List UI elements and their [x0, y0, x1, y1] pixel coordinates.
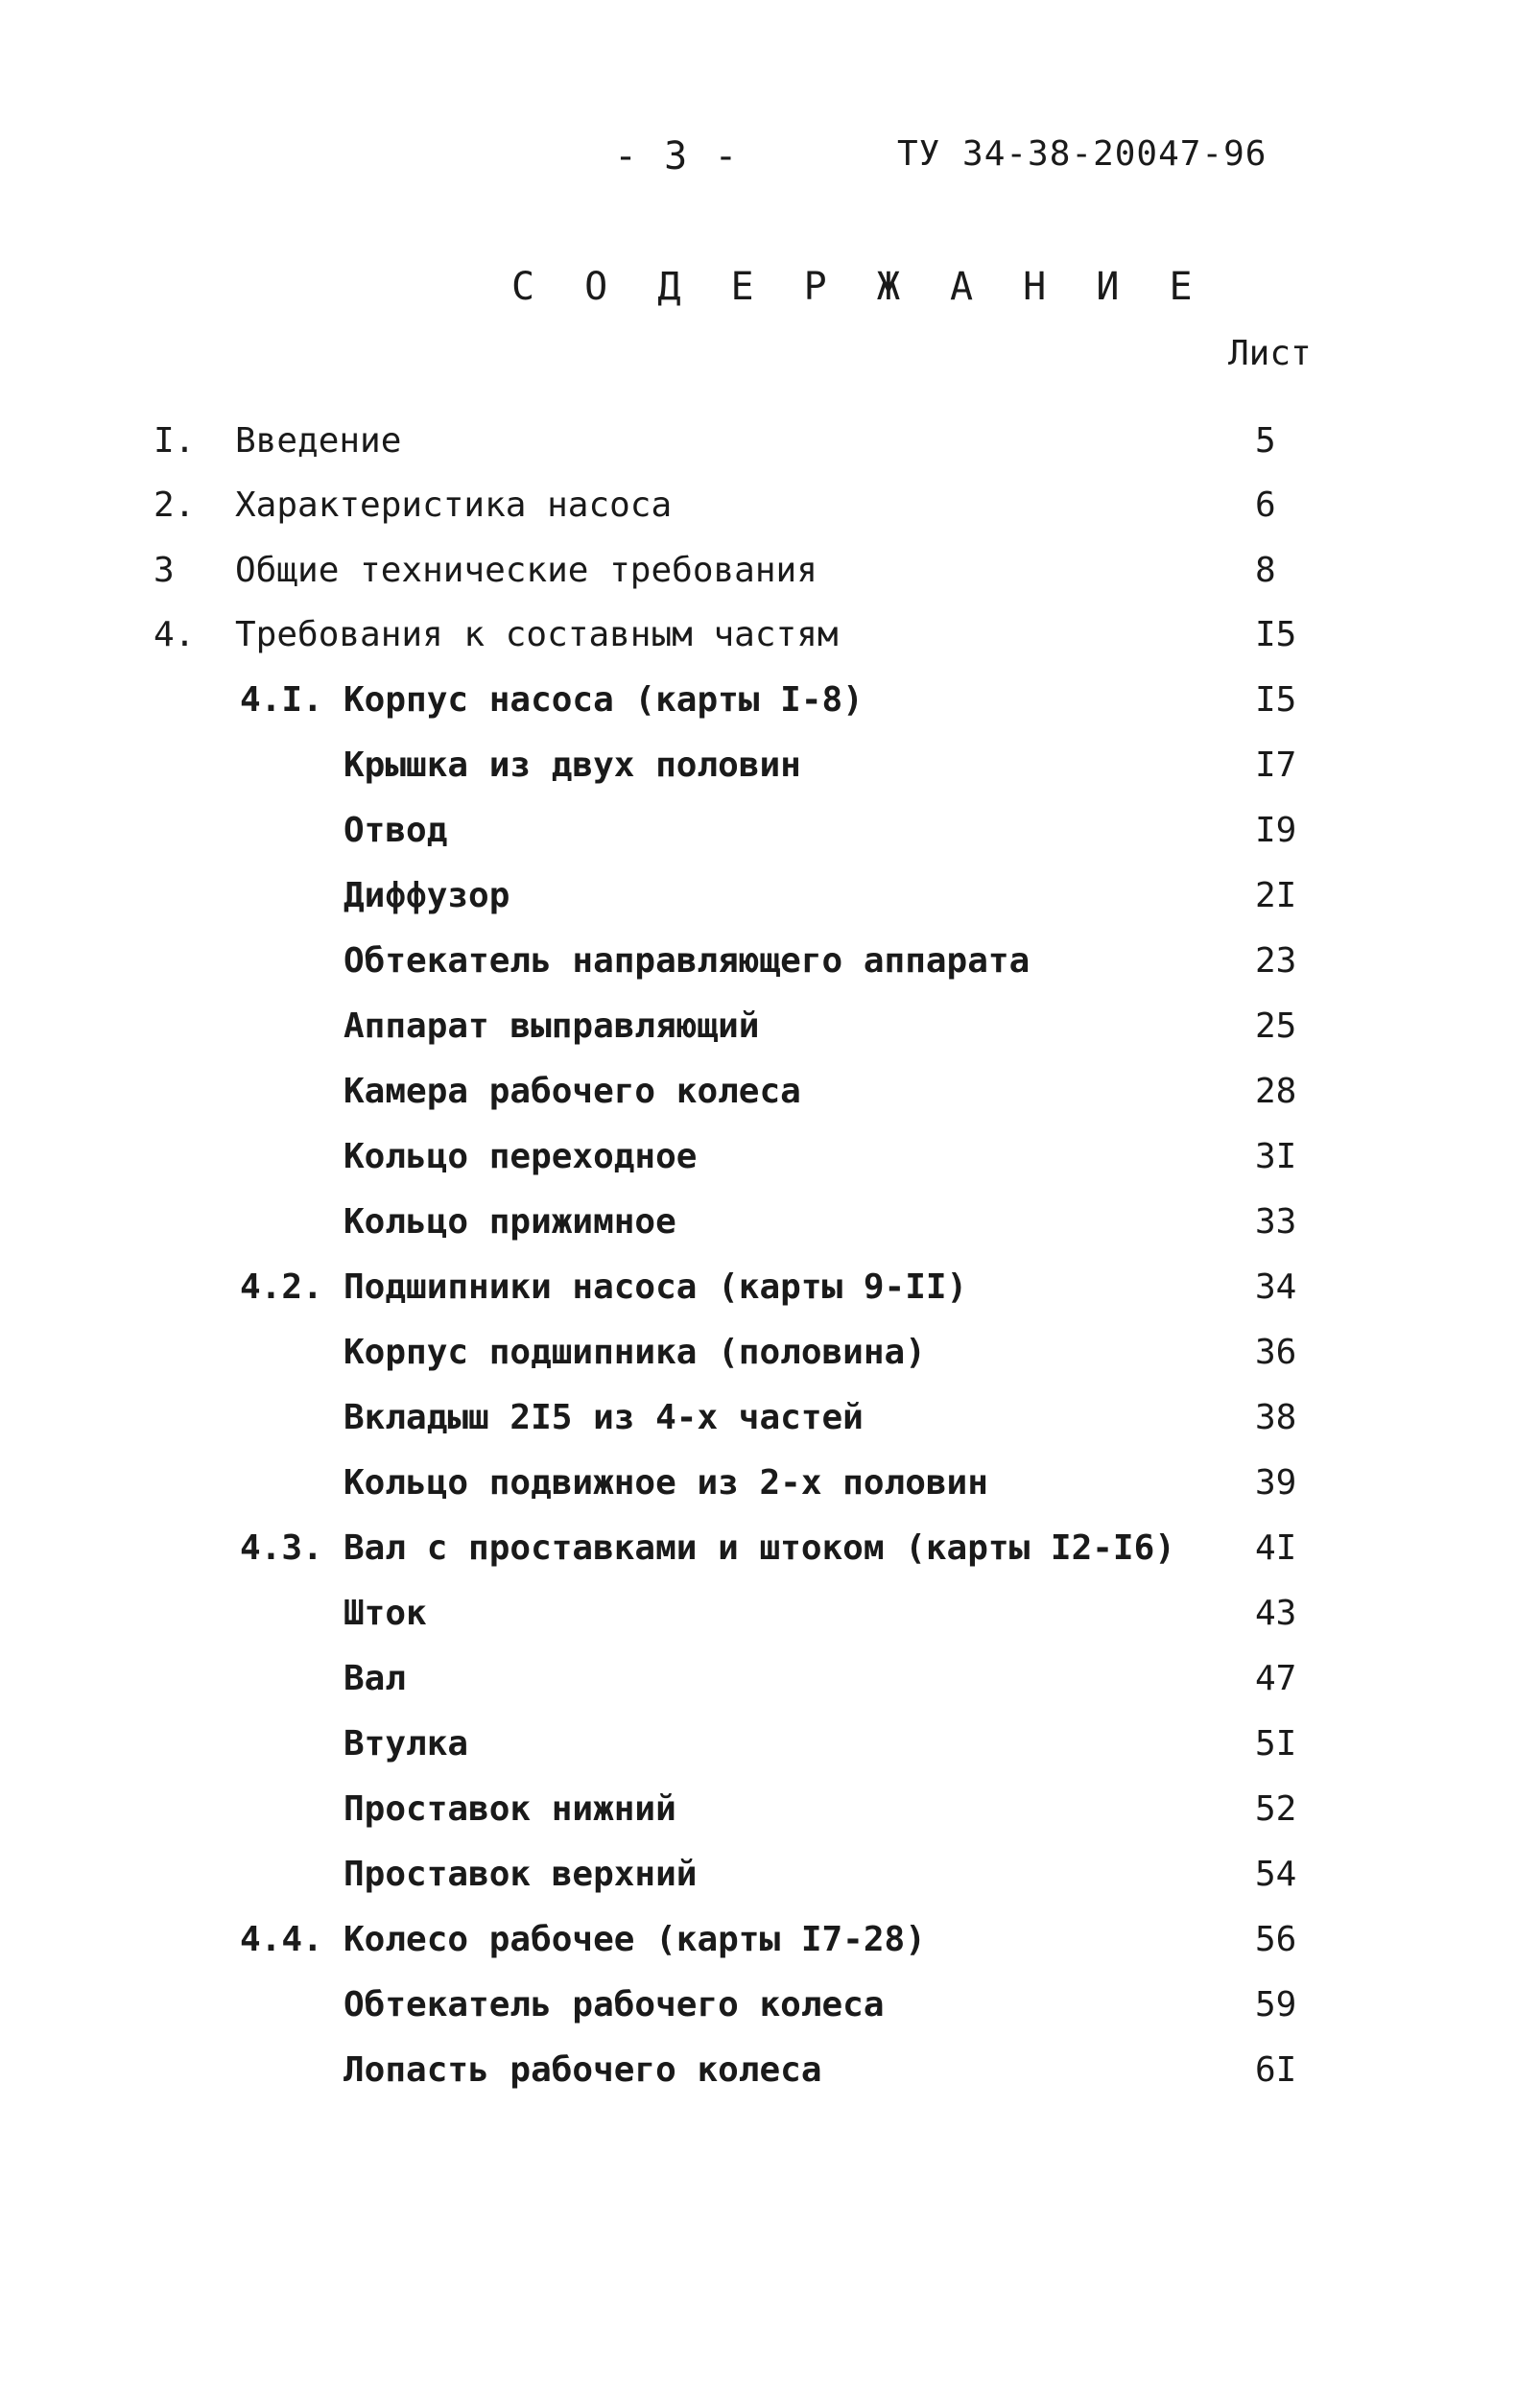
toc-entry-title: Проставок нижний — [344, 1789, 676, 1829]
toc-entry-title: Кольцо прижимное — [344, 1202, 676, 1242]
toc-entry-number: 2. — [154, 485, 196, 525]
toc-entry — [0, 413, 1540, 470]
toc-entry — [0, 1455, 1540, 1512]
toc-entry-page: 52 — [1255, 1789, 1297, 1829]
toc-entry — [0, 1977, 1540, 2034]
toc-entry-page: 56 — [1255, 1920, 1297, 1959]
toc-entry-title: Введение — [235, 421, 402, 461]
toc-entry — [0, 477, 1540, 534]
toc-entry-title: Кольцо подвижное из 2-х половин — [344, 1463, 988, 1503]
toc-entry-title: Обтекатель рабочего колеса — [344, 1985, 885, 2024]
toc-entry-page: 59 — [1255, 1985, 1297, 2024]
toc-entry-title: Диффузор — [344, 876, 510, 915]
toc-entry-title: Общие технические требования — [235, 551, 817, 590]
toc-entry — [0, 737, 1540, 794]
toc-entry — [0, 1259, 1540, 1316]
toc-entry-page: 38 — [1255, 1398, 1297, 1437]
toc-entry — [0, 998, 1540, 1055]
toc-title: С О Д Е Р Ж А Н И Е — [511, 265, 1206, 309]
toc-entry-page: 43 — [1255, 1594, 1297, 1633]
toc-entry — [0, 1650, 1540, 1708]
toc-entry-number: 4.3. — [240, 1528, 323, 1568]
toc-entry-page: 28 — [1255, 1072, 1297, 1111]
toc-entry — [0, 542, 1540, 600]
toc-entry-number: 4. — [154, 615, 196, 654]
toc-entry-page: 36 — [1255, 1333, 1297, 1372]
toc-entry-page: 54 — [1255, 1855, 1297, 1894]
toc-entry — [0, 1194, 1540, 1251]
toc-entry — [0, 867, 1540, 925]
toc-entry — [0, 672, 1540, 729]
toc-entry-title: Камера рабочего колеса — [344, 1072, 801, 1111]
toc-entry-title: Отвод — [344, 811, 448, 850]
toc-entry-number: 4.4. — [240, 1920, 323, 1959]
toc-entry-page: 47 — [1255, 1659, 1297, 1698]
toc-entry-title: Колесо рабочее (карты I7-28) — [344, 1920, 926, 1959]
toc-entry-title: Вкладыш 2I5 из 4-х частей — [344, 1398, 864, 1437]
toc-entry-number: 4.2. — [240, 1267, 323, 1307]
toc-entry-page: 3I — [1255, 1137, 1297, 1176]
toc-entry-title: Вал с проставками и штоком (карты I2-I6) — [344, 1528, 1175, 1568]
toc-entry-title: Корпус подшипника (половина) — [344, 1333, 926, 1372]
toc-entry-title: Лопасть рабочего колеса — [344, 2050, 822, 2090]
toc-entry-page: 39 — [1255, 1463, 1297, 1503]
toc-entry-title: Шток — [344, 1594, 427, 1633]
toc-entry — [0, 1063, 1540, 1121]
toc-entry-title: Требования к составным частям — [235, 615, 839, 654]
toc-entry-page: I5 — [1255, 615, 1297, 654]
toc-entry-title: Аппарат выправляющий — [344, 1006, 760, 1046]
toc-entry — [0, 606, 1540, 664]
toc-entry-title: Крышка из двух половин — [344, 746, 801, 785]
toc-entry-page: 5 — [1255, 421, 1276, 461]
toc-entry — [0, 1585, 1540, 1643]
toc-entry — [0, 933, 1540, 990]
toc-entry-page: 23 — [1255, 941, 1297, 981]
toc-entry-page: 8 — [1255, 551, 1276, 590]
toc-entry-page: I5 — [1255, 680, 1297, 720]
toc-entry — [0, 1781, 1540, 1838]
toc-entry — [0, 1520, 1540, 1577]
toc-entry-title: Втулка — [344, 1724, 469, 1764]
toc-entry-page: 5I — [1255, 1724, 1297, 1764]
toc-entry-page: 25 — [1255, 1006, 1297, 1046]
toc-entry — [0, 1324, 1540, 1382]
toc-entry-title: Характеристика насоса — [235, 485, 673, 525]
document-code: ТУ 34-38-20047-96 — [897, 134, 1268, 174]
toc-entry-title: Кольцо переходное — [344, 1137, 698, 1176]
sheet-column-label: Лист — [1228, 334, 1312, 373]
toc-entry-title: Подшипники насоса (карты 9-II) — [344, 1267, 968, 1307]
toc-entry-title: Проставок верхний — [344, 1855, 698, 1894]
toc-entry-title: Обтекатель направляющего аппарата — [344, 941, 1031, 981]
toc-entry-page: I7 — [1255, 746, 1297, 785]
toc-entry-number: 4.I. — [240, 680, 323, 720]
toc-entry-page: 6I — [1255, 2050, 1297, 2090]
toc-entry-page: 33 — [1255, 1202, 1297, 1242]
toc-entry — [0, 802, 1540, 860]
toc-entry-page: 6 — [1255, 485, 1276, 525]
toc-entry-page: 4I — [1255, 1528, 1297, 1568]
toc-entry-page: I9 — [1255, 811, 1297, 850]
toc-entry — [0, 2042, 1540, 2099]
toc-entry — [0, 1716, 1540, 1773]
toc-entry — [0, 1846, 1540, 1904]
toc-entry — [0, 1128, 1540, 1186]
toc-entry-page: 2I — [1255, 876, 1297, 915]
toc-entry-number: I. — [154, 421, 196, 461]
toc-entry — [0, 1911, 1540, 1969]
page-number: - 3 - — [614, 134, 740, 178]
toc-entry-title: Корпус насоса (карты I-8) — [344, 680, 864, 720]
toc-entry — [0, 1389, 1540, 1447]
toc-entry-page: 34 — [1255, 1267, 1297, 1307]
toc-entry-title: Вал — [344, 1659, 407, 1698]
toc-entry-number: 3 — [154, 551, 175, 590]
